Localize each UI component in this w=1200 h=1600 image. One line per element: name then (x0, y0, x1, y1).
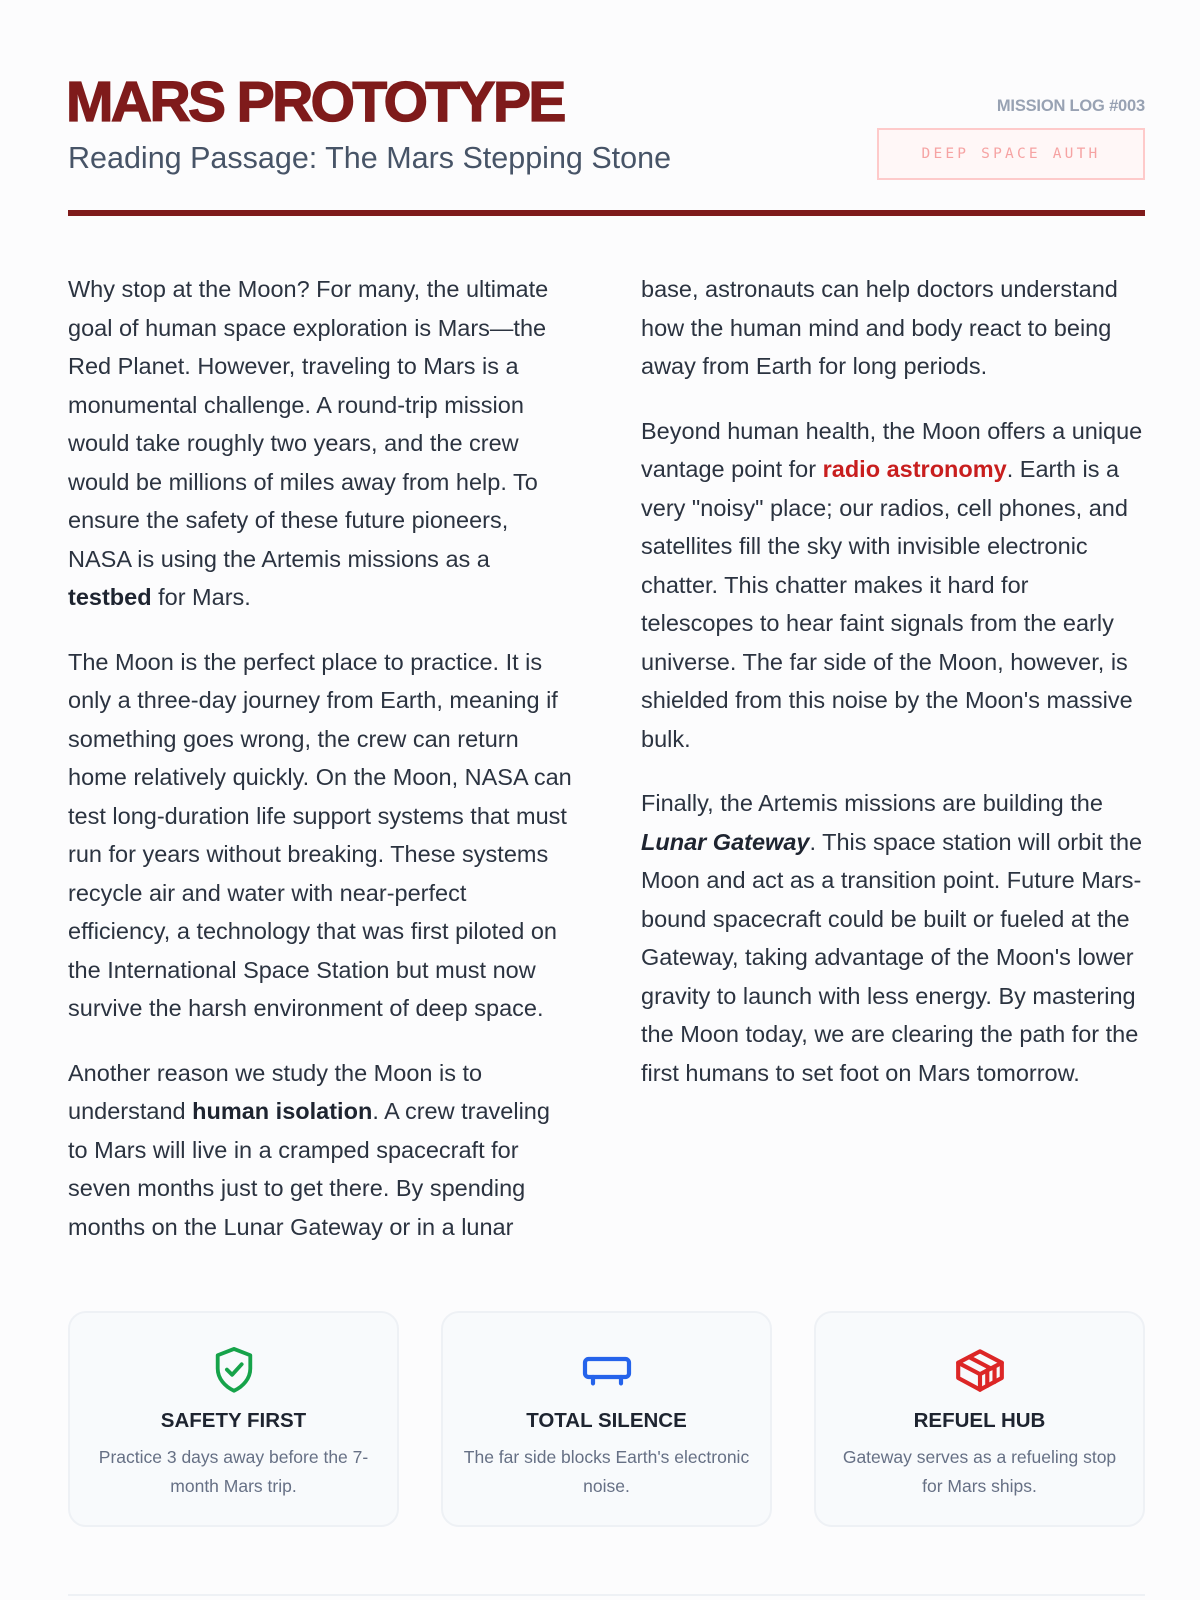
paragraph-text: . This space station will orbit the Moon and act as a transition point. Future Mars-bound spacecraft could be built or fueled at the Gateway, taking advantage of the Moon's lower gravity to launch with less energy. By mastering the Moon today, we are clearing the path for the first humans to set foot on Mars tomorrow. (641, 828, 1143, 1086)
card-total-silence (441, 1311, 772, 1527)
page-header (68, 70, 1145, 216)
highlight-term-radio-astronomy: radio astronomy (822, 456, 1007, 482)
mission-log-label: MISSION LOG #003 (996, 97, 1145, 115)
paragraph-text: Another reason we study the Moon is to understand (68, 1059, 483, 1124)
card-title: TOTAL SILENCE (526, 1409, 687, 1432)
paragraph-2: The Moon is the perfect place to practice. It is only a three-day journey from Earth, meaning if something goes wrong, the crew can return home relatively quickly. On the Moon, NASA can test long-duration life support systems that must run for years without breaking. These systems recycle air and water with near-perfect efficiency, a technology that was first piloted on the International Space Station but must now survive the harsh environment of deep space. (68, 648, 572, 1021)
document-page (68, 0, 1145, 1600)
header-divider (68, 210, 1145, 216)
footer-divider (68, 1594, 1145, 1596)
card-safety-first (68, 1311, 399, 1527)
paragraph-text: Why stop at the Moon? For many, the ultimate goal of human space exploration is Mars—the Red Planet. However, traveling to Mars is a monumental challenge. A round-trip mission would take roughly two years, and the crew would be millions of miles away from help. To ensure the safety of these future pioneers, NASA is using the Artemis missions as a (68, 276, 549, 572)
card-description: The far side blocks Earth's electronic noise. (463, 1447, 750, 1496)
paragraph-text: Finally, the Artemis missions are building the (641, 790, 1103, 816)
reading-passage (68, 270, 1145, 1250)
key-facts-cards (68, 1311, 1145, 1527)
card-title: REFUEL HUB (913, 1409, 1046, 1432)
auth-badge-label: DEEP SPACE AUTH (921, 146, 1101, 162)
paragraph-1 (68, 270, 572, 617)
paragraph-5 (641, 784, 1145, 1092)
paragraph-text: for Mars. (151, 584, 251, 610)
card-description: Gateway serves as a refueling stop for Mars ships. (842, 1447, 1117, 1496)
paragraph-4 (641, 412, 1145, 759)
bold-term-testbed: testbed (68, 584, 152, 610)
card-description: Practice 3 days away before the 7-month Mars trip. (98, 1447, 369, 1496)
paragraph-text: . A crew traveling to Mars will live in a cramped spacecraft for seven months just to get there. By spending months on the Lunar Gateway or in a lunar base, astronauts can help doctors understand how the human mind and body react to being away from Earth for long periods. (68, 276, 1118, 1240)
shield-check-icon (70, 1343, 397, 1397)
page-title: MARS PROTOTYPE (66, 70, 564, 134)
page-subtitle: Reading Passage: The Mars Stepping Stone (68, 141, 672, 175)
italic-term-lunar-gateway: Lunar Gateway (641, 828, 810, 855)
card-refuel-hub (814, 1311, 1145, 1527)
paragraph-text: Beyond human health, the Moon offers a unique vantage point for (641, 417, 1143, 482)
radio-icon (443, 1343, 770, 1397)
card-title: SAFETY FIRST (160, 1409, 307, 1432)
paragraph-text: . Earth is a very "noisy" place; our radios, cell phones, and satellites fill the sky with invisible electronic chatter. This chatter makes it hard for telescopes to hear faint signals from the early universe. The far side of the Moon, however, is shielded from this noise by the Moon's massive bulk. (641, 456, 1133, 752)
box-icon (816, 1343, 1143, 1397)
bold-term-human-isolation: human isolation (192, 1098, 373, 1124)
auth-badge (877, 128, 1145, 180)
